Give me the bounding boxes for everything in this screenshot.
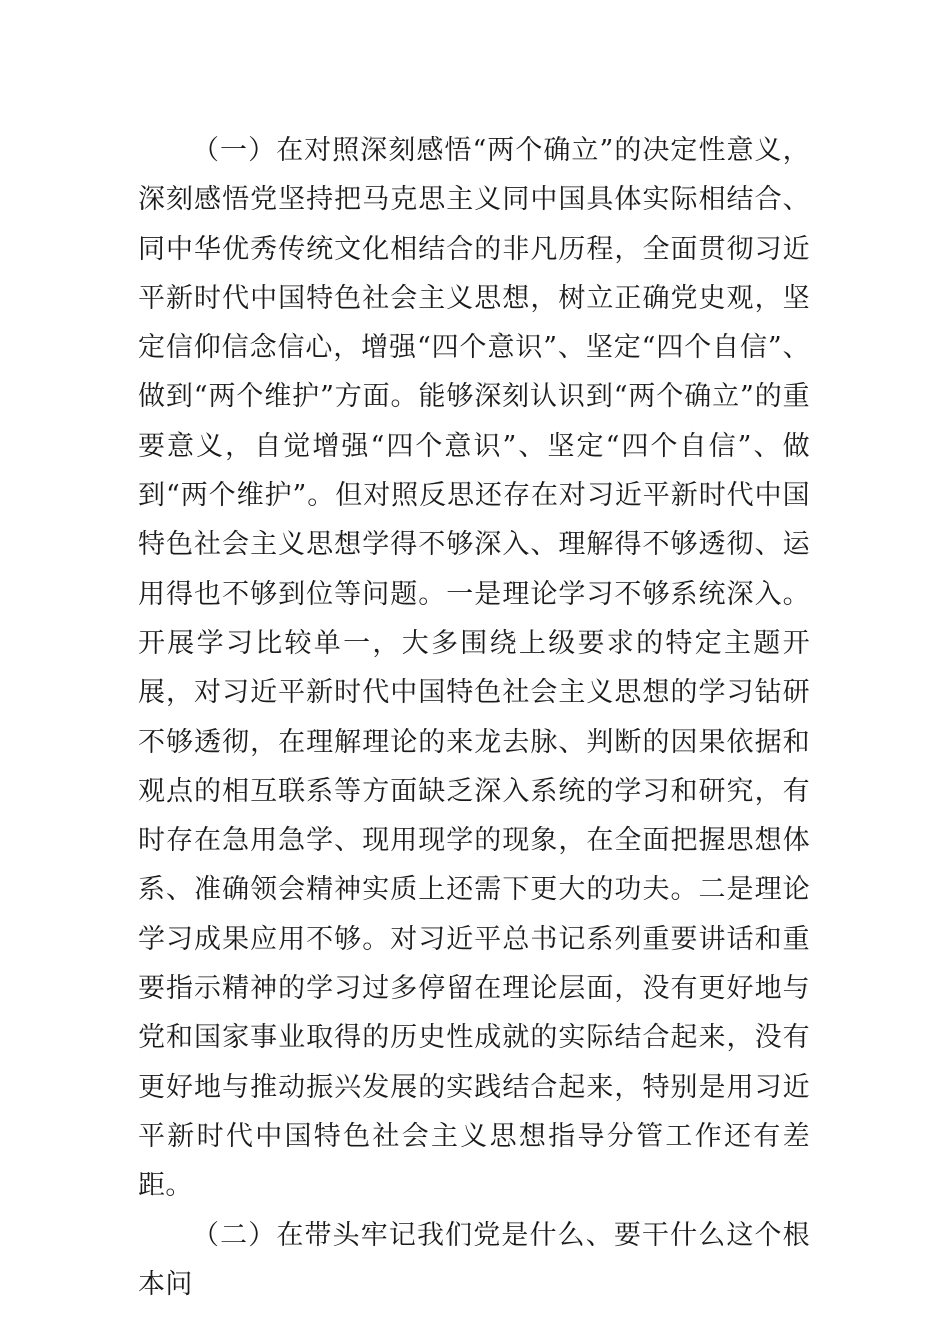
paragraph-2: （二）在带头牢记我们党是什么、要干什么这个根本问 (138, 1219, 810, 1300)
paragraph-1: （一）在对照深刻感悟“两个确立”的决定性意义，深刻感悟党坚持把马克思主义同中国具体实际相结合、同中华优秀传统文化相结合的非凡历程，全面贯彻习近平新时代中国特色社会主义思想，树立正确党史观，坚定信仰信念信心，增强“四个意识”、坚定“四个自信”、做到“两个维护”方面。能够深刻认识到“两个确立”的重要意义，自觉增强“四个意识”、坚定“四个自信”、做到“两个维护”。但对照反思还存在对习近平新时代中国特色社会主义思想学得不够深入、理解得不够透彻、运用得也不够到位等问题。一是理论学习不够系统深入。开展学习比较单一，大多围绕上级要求的特定主题开展，对习近平新时代中国特色社会主义思想的学习钻研不够透彻，在理解理论的来龙去脉、判断的因果依据和观点的相互联系等方面缺乏深入系统的学习和研究，有时存在急用急学、现用现学的现象，在全面把握思想体系、准确领会精神实质上还需下更大的功夫。二是理论学习成果应用不够。对习近平总书记系列重要讲话和重要指示精神的学习过多停留在理论层面，没有更好地与党和国家事业取得的历史性成就的实际结合起来，没有更好地与推动振兴发展的实践结合起来，特别是用习近平新时代中国特色社会主义思想指导分管工作还有差距。 (138, 135, 810, 1202)
document-body (138, 126, 810, 1309)
